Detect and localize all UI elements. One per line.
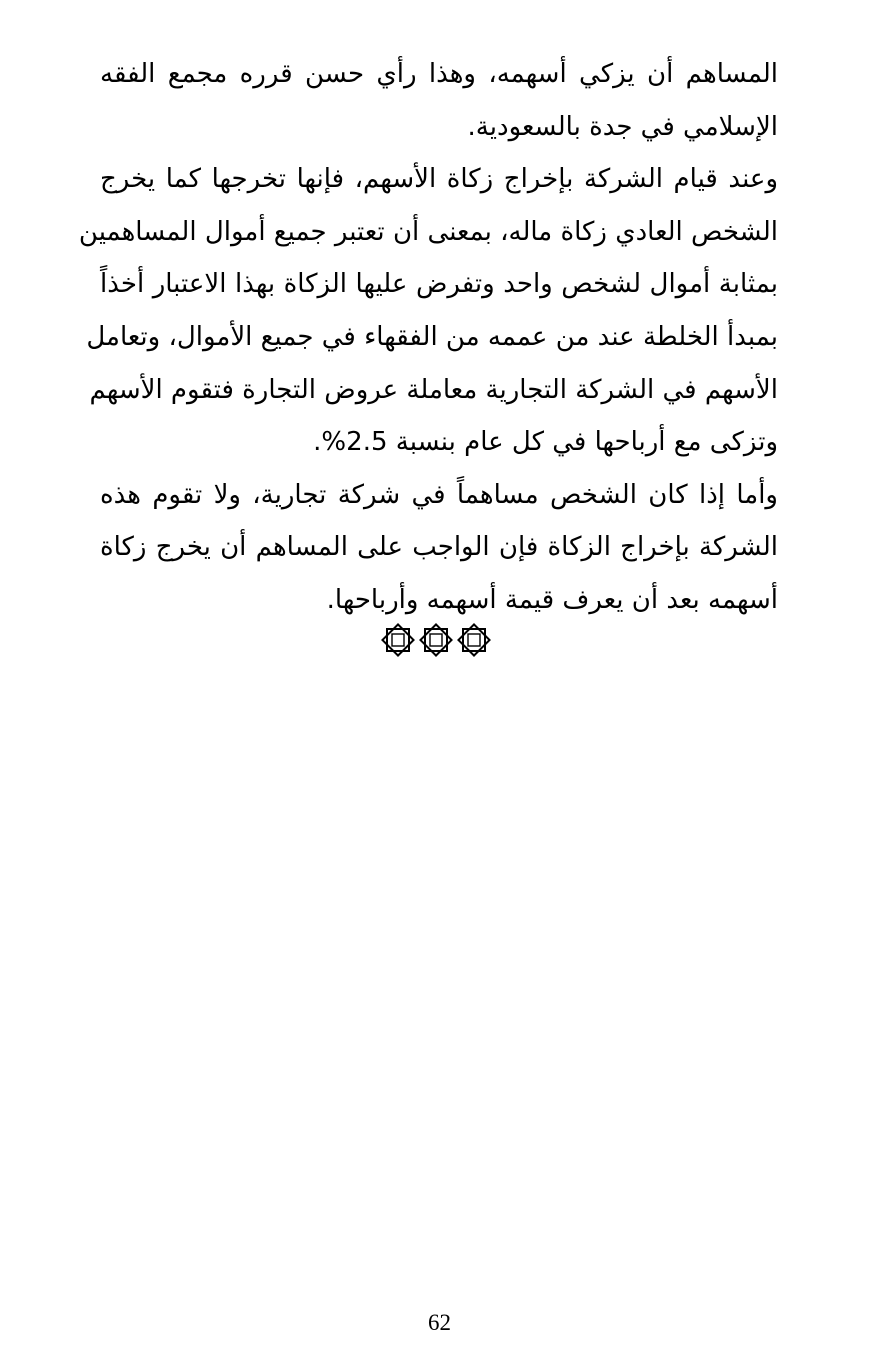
text-line-6: بمبدأ الخلطة عند من عممه من الفقهاء في جميع الأموال، وتعامل bbox=[86, 321, 778, 352]
text-line-1: المساهم أن يزكي أسهمه، وهذا رأي حسن قرره مجمع الفقه bbox=[100, 59, 778, 89]
three-star-divider-icon bbox=[380, 622, 492, 658]
text-line-10: الشركة بإخراج الزكاة فإن الواجب على المساهم أن يخرج زكاة bbox=[100, 532, 778, 563]
text-line-9: وأما إذا كان الشخص مساهماً في شركة تجارية، ولا تقوم هذه bbox=[100, 479, 778, 510]
body-text bbox=[78, 48, 778, 627]
text-line-4: الشخص العادي زكاة ماله، بمعنى أن تعتبر جميع أموال المساهمين bbox=[78, 216, 778, 247]
text-line-3: وعند قيام الشركة بإخراج زكاة الأسهم، فإنها تخرجها كما يخرج bbox=[100, 164, 778, 195]
text-line-7: الأسهم في الشركة التجارية معاملة عروض التجارة فتقوم الأسهم bbox=[89, 374, 778, 405]
text-line-11: أسهمه بعد أن يعرف قيمة أسهمه وأرباحها. bbox=[326, 584, 778, 615]
page-number: 62 bbox=[428, 1310, 451, 1335]
text-line-2: الإسلامي في جدة بالسعودية. bbox=[467, 111, 778, 142]
text-line-5: بمثابة أموال لشخص واحد وتفرض عليها الزكاة بهذا الاعتبار أخذاً bbox=[100, 269, 778, 300]
text-line-8: وتزكى مع أرباحها في كل عام بنسبة 2.5%. bbox=[313, 427, 778, 458]
